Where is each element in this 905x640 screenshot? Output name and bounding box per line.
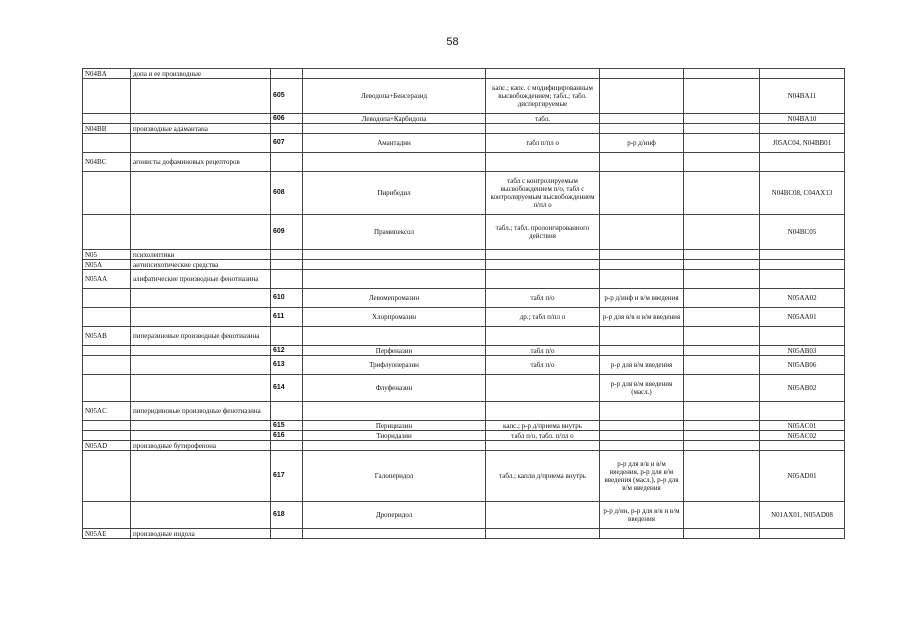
drug-name-cell: [303, 69, 486, 79]
table-row: [83, 529, 845, 539]
atc-code-cell: [83, 356, 131, 375]
row-number-cell: [271, 69, 303, 79]
codes-cell: [760, 402, 845, 421]
page-number: 58: [446, 36, 459, 48]
injection-forms-cell: р-р д/инф: [600, 134, 684, 153]
table-row: [83, 451, 845, 502]
empty-cell: [684, 114, 760, 124]
drug-name-cell: Тиоридазин: [303, 431, 486, 441]
drug-name-cell: Леводопа+Бенсеразид: [303, 79, 486, 114]
injection-forms-cell: [600, 346, 684, 356]
codes-cell: N05AD01: [760, 451, 845, 502]
injection-forms-cell: [600, 114, 684, 124]
empty-cell: [684, 289, 760, 308]
row-number-cell: [271, 260, 303, 270]
group-name-cell: [131, 375, 271, 402]
codes-cell: [760, 441, 845, 451]
empty-cell: [684, 375, 760, 402]
group-name-cell: производные индола: [131, 529, 271, 539]
row-number-cell: 614: [271, 375, 303, 402]
codes-cell: N01AX01, N05AD08: [760, 502, 845, 529]
drug-name-cell: Перициазин: [303, 421, 486, 431]
row-number-cell: 617: [271, 451, 303, 502]
empty-cell: [684, 402, 760, 421]
group-name-cell: производные бутирофенона: [131, 441, 271, 451]
group-name-cell: [131, 79, 271, 114]
codes-cell: N04BA10: [760, 114, 845, 124]
group-name-cell: пиперидиновые производные фенотиазина: [131, 402, 271, 421]
injection-forms-cell: [600, 260, 684, 270]
injection-forms-cell: [600, 421, 684, 431]
dosage-forms-cell: [486, 124, 600, 134]
atc-code-cell: [83, 375, 131, 402]
codes-cell: N05AB02: [760, 375, 845, 402]
atc-code-cell: N05A: [83, 260, 131, 270]
group-name-cell: [131, 451, 271, 502]
drug-name-cell: Пирибедил: [303, 172, 486, 215]
dosage-forms-cell: [486, 375, 600, 402]
atc-code-cell: [83, 308, 131, 327]
table-row: [83, 153, 845, 172]
drug-name-cell: [303, 124, 486, 134]
group-name-cell: [131, 431, 271, 441]
empty-cell: [684, 356, 760, 375]
atc-code-cell: N05AE: [83, 529, 131, 539]
table-row: [83, 250, 845, 260]
group-name-cell: [131, 421, 271, 431]
table-row: [83, 134, 845, 153]
dosage-forms-cell: капс.; р-р д/приема внутрь: [486, 421, 600, 431]
dosage-forms-cell: [486, 402, 600, 421]
empty-cell: [684, 134, 760, 153]
dosage-forms-cell: капс.; капс. с модифицированным высвобождением; табл.; табл. диспергируемые: [486, 79, 600, 114]
atc-code-cell: [83, 114, 131, 124]
empty-cell: [684, 270, 760, 289]
row-number-cell: [271, 441, 303, 451]
drug-name-cell: [303, 270, 486, 289]
row-number-cell: 610: [271, 289, 303, 308]
table-row: [83, 69, 845, 79]
table-row: [83, 327, 845, 346]
atc-code-cell: [83, 79, 131, 114]
injection-forms-cell: [600, 153, 684, 172]
drug-name-cell: [303, 529, 486, 539]
injection-forms-cell: р-р для в/в и в/м введения, р-р для в/м введения (масл.), р-р для в/м введения: [600, 451, 684, 502]
atc-code-cell: N05AC: [83, 402, 131, 421]
atc-code-cell: [83, 421, 131, 431]
group-name-cell: [131, 289, 271, 308]
dosage-forms-cell: [486, 250, 600, 260]
drug-name-cell: [303, 250, 486, 260]
drug-name-cell: [303, 441, 486, 451]
table-row: [83, 124, 845, 134]
dosage-forms-cell: табл п/о: [486, 346, 600, 356]
drug-name-cell: Галоперидол: [303, 451, 486, 502]
group-name-cell: [131, 356, 271, 375]
table-row: [83, 260, 845, 270]
empty-cell: [684, 451, 760, 502]
table-row: [83, 215, 845, 250]
codes-cell: N05AC01: [760, 421, 845, 431]
atc-code-cell: N04BC: [83, 153, 131, 172]
group-name-cell: производные адамантана: [131, 124, 271, 134]
row-number-cell: 618: [271, 502, 303, 529]
empty-cell: [684, 327, 760, 346]
table-row: [83, 375, 845, 402]
injection-forms-cell: [600, 441, 684, 451]
drug-name-cell: Хлорпромазин: [303, 308, 486, 327]
injection-forms-cell: [600, 172, 684, 215]
dosage-forms-cell: [486, 441, 600, 451]
dosage-forms-cell: [486, 327, 600, 346]
drug-name-cell: Трифлуоперазин: [303, 356, 486, 375]
empty-cell: [684, 250, 760, 260]
atc-code-cell: N05AA: [83, 270, 131, 289]
drug-name-cell: [303, 402, 486, 421]
dosage-forms-cell: [486, 69, 600, 79]
atc-code-cell: [83, 451, 131, 502]
group-name-cell: [131, 134, 271, 153]
injection-forms-cell: р-р д/ин, р-р для в/в и в/м введения: [600, 502, 684, 529]
drug-name-cell: Левомепромазин: [303, 289, 486, 308]
table-row: [83, 441, 845, 451]
empty-cell: [684, 172, 760, 215]
row-number-cell: 616: [271, 431, 303, 441]
drug-list-table: [82, 68, 845, 539]
codes-cell: [760, 270, 845, 289]
injection-forms-cell: [600, 69, 684, 79]
drug-name-cell: Амантадин: [303, 134, 486, 153]
group-name-cell: [131, 215, 271, 250]
row-number-cell: 609: [271, 215, 303, 250]
atc-code-cell: N05AD: [83, 441, 131, 451]
codes-cell: [760, 124, 845, 134]
injection-forms-cell: р-р для в/м введения: [600, 356, 684, 375]
codes-cell: [760, 153, 845, 172]
injection-forms-cell: [600, 431, 684, 441]
empty-cell: [684, 79, 760, 114]
drug-name-cell: [303, 327, 486, 346]
table-row: [83, 114, 845, 124]
row-number-cell: [271, 250, 303, 260]
empty-cell: [684, 441, 760, 451]
dosage-forms-cell: табл п/о: [486, 289, 600, 308]
codes-cell: [760, 327, 845, 346]
dosage-forms-cell: табл.; капли д/приема внутрь: [486, 451, 600, 502]
injection-forms-cell: р-р д/инф и в/м введения: [600, 289, 684, 308]
injection-forms-cell: [600, 79, 684, 114]
empty-cell: [684, 529, 760, 539]
atc-code-cell: [83, 172, 131, 215]
atc-code-cell: N04BA: [83, 69, 131, 79]
drug-name-cell: Леводопа+Карбидопа: [303, 114, 486, 124]
row-number-cell: [271, 270, 303, 289]
row-number-cell: [271, 402, 303, 421]
table-row: [83, 270, 845, 289]
atc-code-cell: [83, 289, 131, 308]
atc-code-cell: N05AB: [83, 327, 131, 346]
group-name-cell: антипсихотические средства: [131, 260, 271, 270]
empty-cell: [684, 431, 760, 441]
atc-code-cell: [83, 346, 131, 356]
empty-cell: [684, 124, 760, 134]
empty-cell: [684, 308, 760, 327]
table-row: [83, 308, 845, 327]
group-name-cell: психолептики: [131, 250, 271, 260]
injection-forms-cell: р-р для в/в и в/м введения: [600, 308, 684, 327]
injection-forms-cell: р-р для в/м введения (масл.): [600, 375, 684, 402]
injection-forms-cell: [600, 529, 684, 539]
group-name-cell: [131, 502, 271, 529]
dosage-forms-cell: [486, 260, 600, 270]
atc-code-cell: N05: [83, 250, 131, 260]
table-row: [83, 289, 845, 308]
drug-name-cell: [303, 260, 486, 270]
injection-forms-cell: [600, 124, 684, 134]
empty-cell: [684, 502, 760, 529]
empty-cell: [684, 421, 760, 431]
empty-cell: [684, 153, 760, 172]
drug-name-cell: Дроперидол: [303, 502, 486, 529]
row-number-cell: 606: [271, 114, 303, 124]
atc-code-cell: N04BB: [83, 124, 131, 134]
empty-cell: [684, 346, 760, 356]
row-number-cell: 613: [271, 356, 303, 375]
dosage-forms-cell: [486, 502, 600, 529]
group-name-cell: [131, 114, 271, 124]
group-name-cell: агонисты дофаминовых рецепторов: [131, 153, 271, 172]
empty-cell: [684, 215, 760, 250]
table-row: [83, 402, 845, 421]
table-row: [83, 172, 845, 215]
table-row: [83, 356, 845, 375]
table-row: [83, 79, 845, 114]
table-row: [83, 421, 845, 431]
group-name-cell: [131, 172, 271, 215]
empty-cell: [684, 69, 760, 79]
codes-cell: J05AC04, N04BB01: [760, 134, 845, 153]
codes-cell: [760, 529, 845, 539]
dosage-forms-cell: [486, 270, 600, 289]
codes-cell: [760, 250, 845, 260]
injection-forms-cell: [600, 327, 684, 346]
group-name-cell: пиперазиновые производные фенотиазина: [131, 327, 271, 346]
row-number-cell: 607: [271, 134, 303, 153]
codes-cell: N04BC05: [760, 215, 845, 250]
dosage-forms-cell: табл п/пл о: [486, 134, 600, 153]
row-number-cell: [271, 124, 303, 134]
codes-cell: [760, 69, 845, 79]
dosage-forms-cell: табл.; табл. пролонгированного действия: [486, 215, 600, 250]
drug-name-cell: [303, 153, 486, 172]
table-row: [83, 346, 845, 356]
codes-cell: N05AB06: [760, 356, 845, 375]
dosage-forms-cell: табл с контролируемым высвобождением п/о, табл с контролируемым высвобождением п/пл о: [486, 172, 600, 215]
drug-name-cell: Прамипексол: [303, 215, 486, 250]
row-number-cell: 605: [271, 79, 303, 114]
dosage-forms-cell: табл п/о, табл. п/пл о: [486, 431, 600, 441]
injection-forms-cell: [600, 270, 684, 289]
codes-cell: N05AA01: [760, 308, 845, 327]
row-number-cell: 615: [271, 421, 303, 431]
codes-cell: N04BC08, C04AX13: [760, 172, 845, 215]
injection-forms-cell: [600, 215, 684, 250]
atc-code-cell: [83, 134, 131, 153]
atc-code-cell: [83, 431, 131, 441]
dosage-forms-cell: [486, 153, 600, 172]
group-name-cell: [131, 308, 271, 327]
row-number-cell: 608: [271, 172, 303, 215]
codes-cell: N04BA11: [760, 79, 845, 114]
codes-cell: N05AA02: [760, 289, 845, 308]
codes-cell: N05AC02: [760, 431, 845, 441]
row-number-cell: [271, 327, 303, 346]
injection-forms-cell: [600, 250, 684, 260]
row-number-cell: [271, 529, 303, 539]
row-number-cell: 611: [271, 308, 303, 327]
dosage-forms-cell: [486, 529, 600, 539]
group-name-cell: допа и ее производные: [131, 69, 271, 79]
injection-forms-cell: [600, 402, 684, 421]
codes-cell: [760, 260, 845, 270]
drug-name-cell: Перфеназин: [303, 346, 486, 356]
atc-code-cell: [83, 502, 131, 529]
group-name-cell: алифатические производные фенотиазина: [131, 270, 271, 289]
empty-cell: [684, 260, 760, 270]
row-number-cell: 612: [271, 346, 303, 356]
dosage-forms-cell: табл п/о: [486, 356, 600, 375]
table-row: [83, 431, 845, 441]
table-body: [83, 69, 845, 539]
drug-name-cell: Флуфеназин: [303, 375, 486, 402]
codes-cell: N05AB03: [760, 346, 845, 356]
group-name-cell: [131, 346, 271, 356]
table-row: [83, 502, 845, 529]
dosage-forms-cell: табл.: [486, 114, 600, 124]
dosage-forms-cell: др.; табл п/пл о: [486, 308, 600, 327]
atc-code-cell: [83, 215, 131, 250]
row-number-cell: [271, 153, 303, 172]
